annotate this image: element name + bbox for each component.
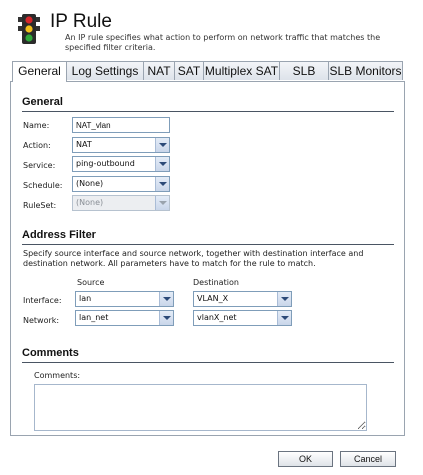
tab-nat[interactable]: NAT [143,61,175,80]
address-filter-divider [22,244,394,245]
source-header: Source [77,278,105,287]
page-description: An IP rule specifies what action to perform on network traffic that matches the specified filter criteria. [65,33,381,52]
source-network-select[interactable] [75,310,174,326]
ruleset-select [72,195,170,211]
ok-button[interactable]: OK [278,451,333,467]
source-network-value: lan_net [79,313,109,322]
general-section-title: General [22,96,63,108]
action-select[interactable] [72,137,170,153]
chevron-down-icon[interactable] [277,292,291,306]
name-label: Name: [23,121,50,130]
schedule-label: Schedule: [23,181,63,190]
interface-label: Interface: [23,296,62,305]
ruleset-label: RuleSet: [23,201,57,210]
general-divider [22,111,394,112]
source-interface-value: lan [79,294,92,303]
chevron-down-icon[interactable] [159,292,173,306]
destination-header: Destination [193,278,239,287]
chevron-down-icon[interactable] [159,311,173,325]
traffic-light-icon [16,13,42,47]
tab-general[interactable]: General [12,61,67,82]
comments-section-title: Comments [22,347,79,359]
tab-slb-sat[interactable]: SLB [279,61,329,80]
action-label: Action: [23,141,51,150]
network-label: Network: [23,316,60,325]
name-input[interactable] [72,117,170,133]
address-filter-description: Specify source interface and source network, together with destination interface and destination network. All parameters have to match for the rule to match. [23,249,364,268]
comments-textarea[interactable] [34,384,367,431]
address-filter-section-title: Address Filter [22,229,96,241]
source-interface-select[interactable] [75,291,174,307]
chevron-down-icon[interactable] [155,157,169,171]
chevron-down-icon[interactable] [277,311,291,325]
tab-multiplex-sat[interactable]: Multiplex SAT [203,61,280,80]
schedule-select[interactable] [72,176,170,192]
chevron-down-icon[interactable] [155,138,169,152]
schedule-select-value: (None) [76,179,104,188]
service-label: Service: [23,161,56,170]
tab-sat[interactable]: SAT [174,61,204,80]
action-select-value: NAT [76,140,92,149]
chevron-down-icon [155,196,169,210]
tab-log-settings[interactable]: Log Settings [66,61,144,80]
service-select[interactable] [72,156,170,172]
service-select-value: ping-outbound [76,159,135,168]
chevron-down-icon[interactable] [155,177,169,191]
page-title: IP Rule [50,11,112,32]
tab-slb-monitors[interactable]: SLB Monitors [328,61,403,80]
comments-label: Comments: [34,371,81,380]
ruleset-select-value: (None) [76,198,104,207]
destination-interface-value: VLAN_X [197,294,229,303]
destination-network-value: vlanX_net [197,313,237,322]
cancel-button[interactable]: Cancel [340,451,396,467]
destination-interface-select[interactable] [193,291,292,307]
destination-network-select[interactable] [193,310,292,326]
comments-divider [22,362,394,363]
